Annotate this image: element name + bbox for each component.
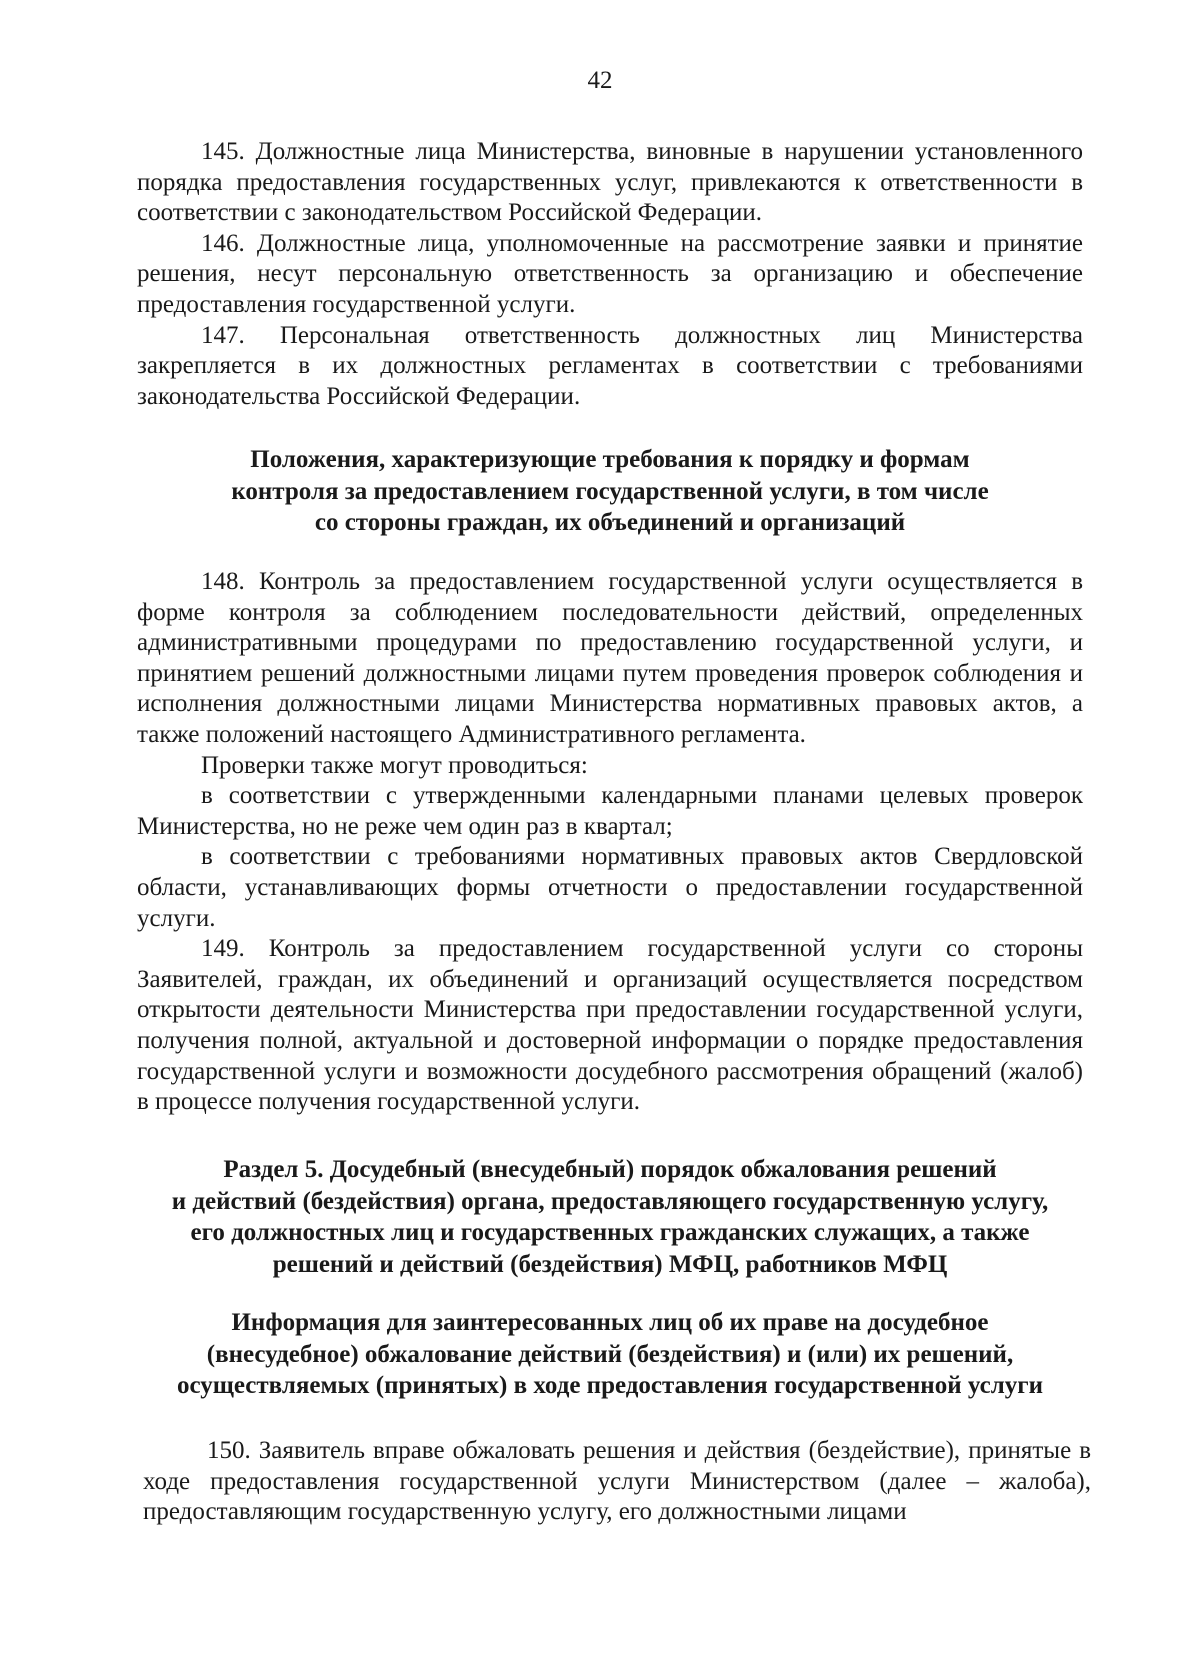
paragraph-150: 150. Заявитель вправе обжаловать решения и действия (бездействие), принятые в ходе предоставления государственной услуги Министерством (далее – жалоба), предоставляющим государственную услугу, его должностными лицами	[143, 1437, 1091, 1526]
heading-line: Информация для заинтересованных лиц об их праве на досудебное	[231, 1309, 989, 1336]
paragraph-inspections-plans: в соответствии с утвержденными календарными планами целевых проверок Министерства, но не реже чем один раз в квартал;	[137, 782, 1083, 840]
section-control	[137, 567, 1083, 1118]
paragraph-147: 147. Персональная ответственность должностных лиц Министерства закрепляется в их должностных регламентах в соответствии с требованиями законодательства Российской Федерации.	[137, 321, 1083, 410]
page-number: 42	[587, 67, 613, 94]
heading-line: Раздел 5. Досудебный (внесудебный) порядок обжалования решений	[223, 1156, 997, 1183]
heading-line: со стороны граждан, их объединений и организаций	[314, 509, 906, 536]
heading-appeal-info	[110, 1307, 1110, 1402]
paragraph-149: 149. Контроль за предоставлением государственной услуги со стороны Заявителей, граждан, их объединений и организаций осуществляется посредством открытости деятельности Министерства при предоставлении государственной услуги, получения полной, актуальной и достоверной информации о порядке предоставления государственной услуги и возможности досудебного рассмотрения обращений (жалоб) в процессе получения государственной услуги.	[137, 935, 1083, 1116]
section-responsibility	[137, 137, 1083, 412]
paragraph-148: 148. Контроль за предоставлением государственной услуги осуществляется в форме контроля за соблюдением последовательности действий, определенных административными процедурами по предоставлению государственной услуги, и принятием решений должностными лицами путем проведения проверок соблюдения и исполнения должностными лицами Министерства нормативных правовых актов, а также положений настоящего Административного регламента.	[137, 568, 1083, 748]
paragraph-inspections-acts: в соответствии с требованиями нормативных правовых актов Свердловской области, устанавливающих формы отчетности о предоставлении государственной услуги.	[137, 843, 1083, 932]
heading-line: (внесудебное) обжалование действий (бездействия) и (или) их решений,	[206, 1340, 1014, 1368]
heading-line: его должностных лиц и государственных гражданских служащих, а также	[190, 1219, 1030, 1246]
heading-control-provisions	[110, 444, 1110, 539]
section-appeal	[143, 1436, 1091, 1528]
paragraph-inspections: Проверки также могут проводиться:	[201, 751, 588, 779]
heading-line: решений и действий (бездействия) МФЦ, работников МФЦ	[272, 1250, 948, 1278]
paragraph-145: 145. Должностные лица Министерства, виновные в нарушении установленного порядка предоставления государственных услуг, привлекаются к ответственности в соответствии с законодательством Российской Федерации.	[137, 138, 1083, 227]
paragraph-146: 146. Должностные лица, уполномоченные на рассмотрение заявки и принятие решения, несут персональную ответственность за организацию и обеспечение предоставления государственной услуги.	[137, 229, 1083, 318]
heading-section-5	[110, 1154, 1110, 1280]
heading-line: и действий (бездействия) органа, предоставляющего государственную услугу,	[171, 1187, 1049, 1215]
heading-line: осуществляемых (принятых) в ходе предоставления государственной услуги	[177, 1372, 1043, 1399]
heading-line: Положения, характеризующие требования к порядку и формам	[250, 446, 970, 473]
heading-line: контроля за предоставлением государственной услуги, в том числе	[231, 477, 989, 505]
